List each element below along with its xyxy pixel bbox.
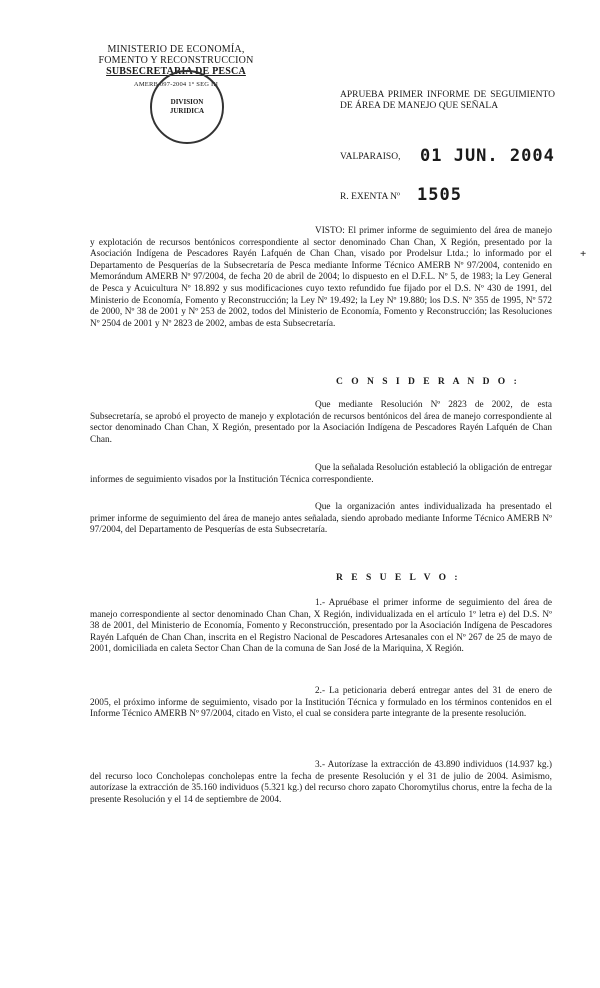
considerando-paragraph-1 <box>90 400 552 446</box>
resolution-date: 01 JUN. 2004 <box>420 146 555 166</box>
resuelvo-paragraph-1 <box>90 598 552 656</box>
resuelvo-paragraph-2 <box>90 686 552 721</box>
place-label: VALPARAISO, <box>340 152 401 162</box>
resuelvo-text-3: 3.- Autorízase la extracción de 43.890 individuos (14.937 kg.) del recurso loco Concholepas concholepas entre la fecha de presente Resolución y el 31 de julio de 2004. Asimismo, autorízase la extracción de 35.160 individuos (5.321 kg.) del recurso choro zapato Choromytilus chorus, entre la fecha de la presente Resolución y el 14 de septiembre de 2004. <box>90 760 552 805</box>
considerando-text-1: Que mediante Resolución Nº 2823 de 2002, de esta Subsecretaría, se aprobó el proyecto de manejo y explotación de recursos bentónicos del área de manejo correspondiente al sector denominado Chan Chan, X Región, presentado por la Asociación Indígena de Pescadores Rayén Lafquén de Chan Chan. <box>90 400 552 445</box>
subsecretaria-name: SUBSECRETARIA DE PESCA <box>106 66 246 77</box>
exenta-label: R. EXENTA Nº <box>340 192 400 202</box>
juridica-stamp <box>150 70 224 144</box>
resuelvo-heading: R E S U E L V O : <box>336 573 461 583</box>
resolution-subject: APRUEBA PRIMER INFORME DE SEGUIMIENTO DE ÁREA DE MANEJO QUE SEÑALA <box>340 90 555 111</box>
considerando-text-2: Que la señalada Resolución estableció la obligación de entregar informes de seguimiento visados por la Institución Técnica correspondiente. <box>90 463 552 485</box>
resuelvo-text-1: 1.- Apruébase el primer informe de seguimiento del área de manejo correspondiente al sector denominado Chan Chan, X Región, individualizada en el artículo 1º letra e) del D.S. Nº 38 de 2001, del Ministerio de Economía, Fomento y Reconstrucción, presentado por la Asociación Indígena de Pescadores Rayén Lafquén de Chan Chan, inscrita en el Registro Nacional de Pescadores Artesanales con el Nº 267 de 25 de mayo de 2001, domiciliada en caleta Sector Chan Chan de la comuna de San José de la Mariquina, X Región. <box>90 598 552 655</box>
stamp-line-1: DIVISION <box>170 98 204 106</box>
ministry-name: MINISTERIO DE ECONOMÍA, <box>107 44 245 55</box>
considerando-text-3: Que la organización antes individualizada ha presentado el primer informe de seguimiento del área de manejo antes señalada, siendo aprobado mediante Informe Técnico AMERB Nº 97/2004, del Departamento de Pesquerías de esta Subsecretaría. <box>90 502 552 536</box>
stamp-line-2: JURIDICA <box>169 107 205 115</box>
visto-text: VISTO: El primer informe de seguimiento del área de manejo y explotación de recursos bentónicos correspondiente al sector denominado Chan Chan, X Región, presentado por la Asociación Indígena de Pescadores Rayén Lafquén de Chan Chan, visado por Prodelsur Ltda.; lo informado por el Departamento de Pesquerías de la Subsecretaría de Pesca mediante Informe Técnico AMERB Nº 97/2004, contenido en Memorándum AMERB Nº 97/2004, de fecha 20 de abril de 2004; lo dispuesto en el D.F.L. Nº 5, de 1983; la Ley General de Pesca y Acuicultura Nº 18.892 y sus modificaciones cuyo texto refundido fue fijado por el D.S. Nº 430 de 1991, del Ministerio de Economía, Fomento y Reconstrucción; la Ley Nº 19.492; la Ley Nº 19.880; los D.S. Nº 355 de 1995, Nº 572 de 2000, Nº 38 de 2001 y Nº 253 de 2002, todos del Ministerio de Economía, Fomento y Reconstrucción; las Resoluciones Nº 2504 de 2001 y Nº 2823 de 2002, ambas de esta Subsecretaría. <box>90 226 552 329</box>
considerando-paragraph-2 <box>90 463 552 486</box>
reference-code: AMERB 097-2004 1° SEG III <box>133 81 219 88</box>
resuelvo-paragraph-3 <box>90 760 552 806</box>
resuelvo-text-2: 2.- La peticionaria deberá entregar antes del 31 de enero de 2005, el próximo informe de seguimiento, visado por la Institución Técnica y formulado en los términos contenidos en el Informe Técnico AMERB Nº 97/2004, citado en Visto, el cual se considera parte integrante de la presente resolución. <box>90 686 552 720</box>
visto-paragraph <box>90 226 552 330</box>
considerando-heading: C O N S I D E R A N D O : <box>336 377 520 387</box>
exenta-number: 1505 <box>417 185 462 205</box>
margin-mark: + <box>580 248 587 260</box>
ministry-subtitle: FOMENTO Y RECONSTRUCCION <box>98 55 254 66</box>
considerando-paragraph-3 <box>90 502 552 537</box>
